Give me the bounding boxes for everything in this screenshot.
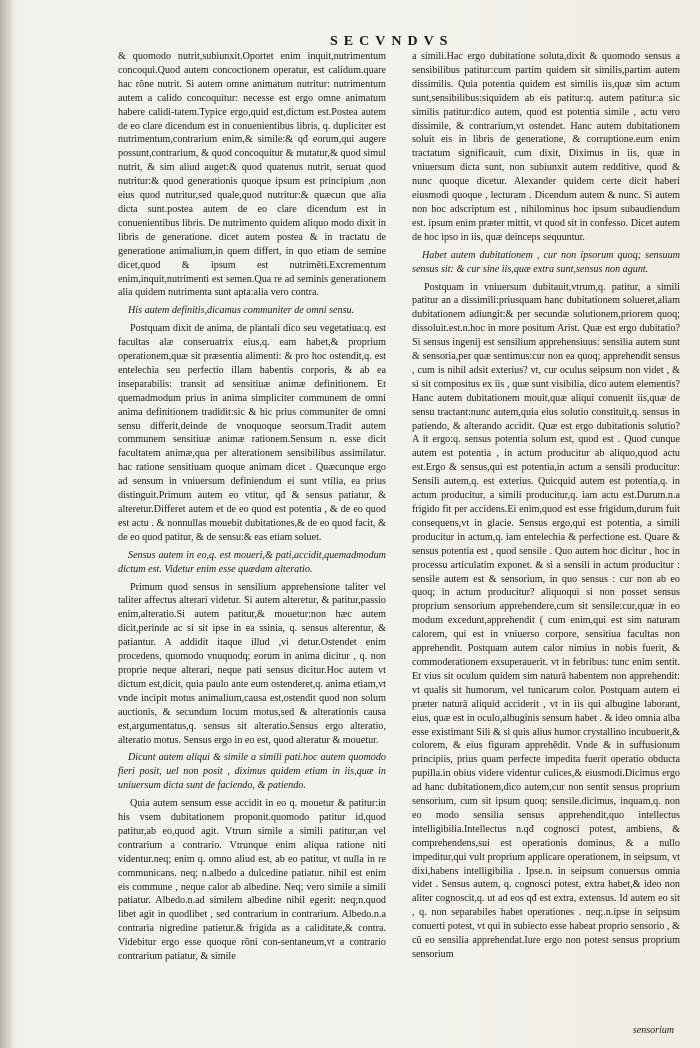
right-column <box>412 50 680 1010</box>
left-column <box>118 50 386 1040</box>
gutter-shadow <box>0 0 14 1048</box>
paragraph: Primum quod sensus in sensilium apprehensione taliter vel taliter affectus alterari videtur. Si autem alteretur, & patitur,passio enim,alteratio.Si autem patitur,& mouetur:non hæc autem dicit,perinde ac si sit ipse in ea ssinia, q. sensus alterentur, & patiantur. A addidit itaque illud ,vi detur.Ostendet enim procedens, quomodo vnuquodq; eorum in anima dicitur , q. non proprie neque alterari, neque pati sensus dicitur.Hoc autem vt dictum est,dicit, quia paulo ante eum ostenderet,q. anima etiam,vt vnde incipit motus animalium,causa est,ostendit quod non solum auctionis, & secundum locum motus,sed & alterationis causa est,argumentatus,q. sensus sit alteratio.Sensus ergo alteratio, alteratio motus. Sensus ergo in eo est, quod alteratur & mouetur. <box>118 581 386 746</box>
running-title: SECVNDVS <box>330 34 454 49</box>
catchword: sensorium <box>632 1025 674 1036</box>
paragraph: Quia autem sensum esse accidit in eo q. mouetur & patitur:in his vsem dubitationem proponit.quomodo patitur id,quod patitur,ab eo,quod agit. Vtrum simile a simili patitur,an vel contrarium a contrario. Vtrunque enim aliqua ratione niti videntur.neq; enim q. omno aliud est, ab eo patitur, vt nulla in re communicans. neq; n.albedo a dulcedine patiatur. nihil est enim eis commune , neque calor ab albedine. Neq; vero simile a simili patiatur. Albedo.n.ad similem albedine nihil egerit: neq;n.quod libet agit in quodlibet , sed contrarium in contrarium. Albedo.n.a contraria nigredine patietur.& frigida as a caliditate,& contra. Videbitur ergo esse quoque rõni con-sentaneum,vt a contrario contrarium patiatur, & simile <box>118 798 386 963</box>
lemma-heading: Habet autem dubitationem , cur non ipsorum quoq; sensuum sensus sit: & cur sine iis,quæ extra sunt,sensus non agunt. <box>412 249 680 275</box>
paragraph: a simili.Hac ergo dubitatione soluta,dixit & quomodo sensus a sensibilibus patitur:cum partim quidem sit similis,partim autem dissimilis. Quia potentia quidem est similis iis,quæ sim actum sunt,sensibilibus:siquidem ab eis patitur:q. autem patitur:a sic similis patitur:dico autem, quod est potentia simile , actu vero dissimile, & contrarium,vt ostendet. Hanc autem dubitationem soluit eis in libris de generatione, & corruptione.eum enim tractatum significauit, cum dixit, Diximus in iis, quæ in vniuersum dicta sunt, non subiunxit autem redditive, quod & nunc quoque dicetur. Alexander quidem certe dicit haberi eiusmodi quoque , lecturam . Dicendum autem & nunc. Si autem non hoc adscriptum est , nihilominus hoc ipsum subaudiendum est. ipsum enim præter mittit, vt quod sit in confesso. Dicet autem de hoc ipso in iis, quæ deinceps sequuntur. <box>412 51 680 243</box>
lemma-heading: Dicunt autem aliqui & simile a simili pati.hoc autem quomodo fieri posit, uel non posit , diximus quidem etiam in iis,quæ in uniuersum dicta sunt de faciendo, & patiendo. <box>118 752 386 792</box>
paragraph: & quomodo nutrit,subiunxit.Oportet enim inquit,nutrimentum concoqui.Quod autem concoctionem operatur, est calidum.quare hac rõne nutrit. Si autem omne animatum nutritur: nutrimentum autem a calido concoquitur: necesse est ergo omne animatum habere calidi-tatem.Typice ergo,quid est,dictum est.Postea autem de eo clare dicendum est in conuenientibus libris, q. dupliciter est nutrimentum,contrarium enim,& simile:& qđ eorum,qui augere possunt,contrarium, & quod concoquitur & mutatur,& quod simul nutrit, & sim aliud auget:& quod quatenus nutrit, seruat quod nutritur:& quod generationis quoque ipsum est principium ,non eius quod nutritur,sed quale,quod nutritur:& quæcun que alia dicta sunt.postea autem de eo clare dicendum est in conuenientibus libris. De nutrimento quidem aliquo modo dixit in libris de generatione. dicet autem postea & in tractatu de generatione animalium,in quem differt, in quo etiam de semine dicet,quod & ipsum est nutrimēti.Excrementum enim,inquit,nutrimenti est semen.Qua re ad seminis generationem alia quidem nutrimenta sunt apta:alia vero contra. <box>118 51 386 299</box>
lemma-heading: His autem definitis,dicamus communiter de omni sensu. <box>128 305 355 317</box>
lemma-heading: Sensus autem in eo,q. est moueri,& pati,accidit,quemadmodum dictum est. Videtur enim esse quædam alteratio. <box>118 549 386 575</box>
paragraph: Postquam in vniuersum dubitauit,vtrum,q. patitur, a simili patitur an a dissimili:priusquam hanc dubitationem solueret,aliam dubitationem adiungit:& per secundæ solutionem,priorem quoq; dissoluit.est.n.hoc in more positum Arist. Quæ est ergo dubitatio? Si sensus ingenij est sensilium apprehensiuus: sensilia autem sunt & sensoria,per quæ sentimus:cur non ea quoq; apprehendit sensus , cum is nihil adsit exterius? vt, cur oculus seipsum non videt , & si sit compositus ex iis , quæ sunt visibilia, dico autem elementis? Hanc autem dubitationem mouit,quæ aliqui conuenit iis,quæ de sensu tractant:nunc autem,quia eius solutio constituit,q. sensus in patiendo, & alterando accidit. Quæ est ergo dubitationis solutio? A it ergo:q. sensus potentia solum est, quod est . Quod cunque autem est potentia , in actum producitur ab aliquo,quod actu est.Ergo & sensus,qui est potentia,in actum a sensili producitur: Sensili autem,q. est exterius. Quicquid autem est potentia,q. in actum producitur, a simili producitur,q. iam actu est.Durum.n.a frigido fit per accidens.Ei enim,quod est esse frigidum,durum fuit consequens,vt in glacie. Sensus ergo,qui est potentia, a simili producitur in actum,q. iam entelechia & perfectione est. Quare & sensus potentia est , quod sensile . Quo autem hoc dicitur , hoc in processu articulatim exponet. & si a sensili in actum producitur : sensile autem est & sensorium, in quo sensus : cur non ab eo quoq; in actum producitur? aliquoqui si non posset sensus proprium sensorium apprehendere,cum sit sensile:cur,quæ in eo modum excedunt,apprehendit ( cum enim,qui est sim naturam calorem, qui est in vniuerso corpore, sensitiua facultas non apprehendit. Postquam autem calor nimius in nobis fuerit, & commoderationem exsuperauerit. vt in febribus: tunc enim sentit. Et vius sit oculum quidem sim naturā habentem non apprehendit: vt qualis sit humorum, vel tunicarum color. Postquam autem ei præter naturā aliquid acciderit , vt in iis qui albugine laborant, eius, quæ est in oculo,albuginis sensum habet . & ideo omnia alba esse existimant Sili & si quis alius humor crystallino incubuerit,& colorem, & eius figuram apprehēdit. Vnde & in suffusionum principiis, prius quam perfecte impedita fuerit operatio obducta pupilla.in obius videre videntur culices,& eiusmodi.Dicimus ergo ad hanc dubitationem,dico autem,cur non sentit sensus proprium sensorium, cum sit ipsum quoq; sensile.dicimus, inquam,q. non eo modo sensilia sensus apprehendit,quo intellectus intelligibilia.Intellectus n.qđ cognosci potest, ambiens, & comprehendens,sui est operationis dominus, & a nullo impeditur,qui vult proprium applicare operationem, in seipsum, vt dixi,habens intelligibilia . Ipse.n. in seipsum conuersus omnia videt . Sensus autem, q. cognosci potest, extra habet,& ideo non aliter cognoscit,q. ut ad eos qđ est extra, extensus. Id autem eo sit , q. non separabiles habet operationes . neq;.n.ipse in seipsum conuerti potest, vt qui in subiecto esse habeat proprio sensorio , & cũ eo sensilia apprehendat.Iure ergo non potest sensus proprium sensorium <box>412 281 680 960</box>
paragraph: Postquam dixit de anima, de plantali dico seu vegetatiua:q. est facultas alæ conseruatrix eius,q. eam habet,& proprium operationem,quæ sit præsentia alimenti: & pro hoc ostendit,q. est entelechia seu perfectio illam habentis corporis, & ab ea inseparabilis: transit ad sensitiuæ animæ definitionem. Et quemadmodum prius in anima simpliciter communem de omni anima definitionem tradidit:sic & hic prius communiter de omni sensu differit,deinde de vnoquoque seorsum.Tradit autem communem sensitiuæ animæ rationem.Sensum n. esse dicit facultatem animæ,qua per alterationem sensibilibus assimilatur. hac ratione sensitiuam quoque animam dicet . Quæcunque ergo ad sensum in vniuersum definiendum ei sunt vtilia, ea prius distinguit.Primum autem eo vtitur, qđ & sensus patiatur, & alteretur.Differet autem et de eo quod est potentia , & de eo quod est actu . & nonnullas mouebit dubitationes,& de eo quod facit, & de eo quod patitur, & de sensu:& eas etiam soluet. <box>118 323 386 543</box>
